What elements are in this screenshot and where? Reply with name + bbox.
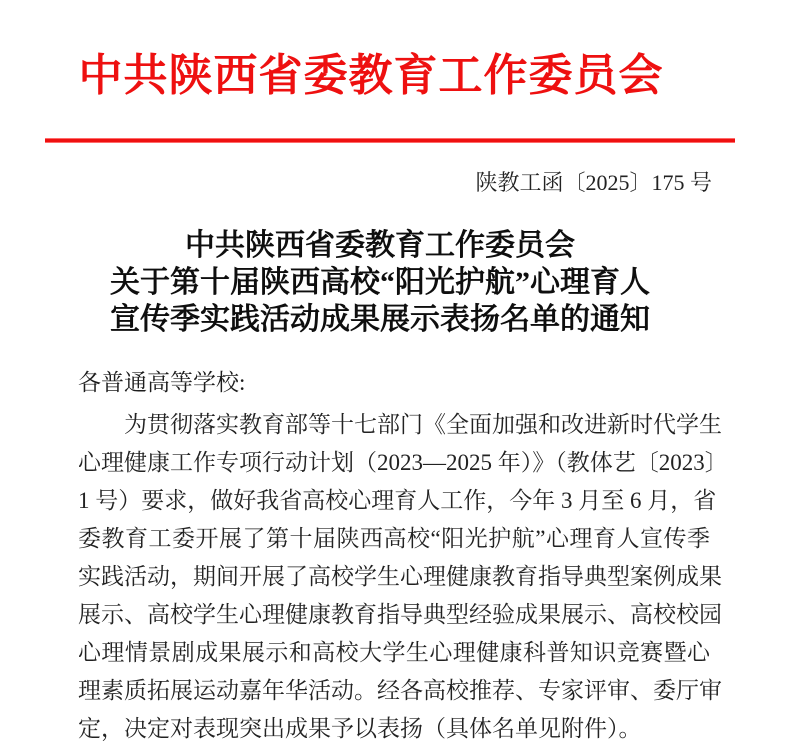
body-line: 展示、高校学生心理健康教育指导典型经验成果展示、高校校园 — [78, 602, 722, 627]
salutation: 各普通高等学校: — [78, 370, 246, 395]
body-line: 心理情景剧成果展示和高校大学生心理健康科普知识竞赛暨心 — [78, 640, 710, 665]
red-divider-line — [45, 138, 735, 143]
document-title-line-3: 宣传季实践活动成果展示表扬名单的通知 — [110, 303, 650, 336]
document-reference-number: 陕教工函〔2025〕175 号 — [475, 170, 712, 195]
body-paragraph — [78, 406, 728, 745]
body-line: 心理健康工作专项行动计划（2023—2025 年）》（教体艺〔2023〕 — [78, 450, 728, 475]
body-line: 定，决定对表现突出成果予以表扬（具体名单见附件）。 — [78, 716, 642, 741]
body-line: 1 号）要求，做好我省高校心理育人工作，今年 3 月至 6 月，省 — [78, 488, 717, 513]
letterhead-org-name: 中共陕西省委教育工作委员会 — [78, 51, 664, 100]
body-line: 理素质拓展运动嘉年华活动。经各高校推荐、专家评审、委厅审 — [78, 678, 722, 703]
body-line: 实践活动，期间开展了高校学生心理健康教育指导典型案例成果 — [78, 564, 722, 589]
body-line: 为贯彻落实教育部等十七部门《全面加强和改进新时代学生 — [124, 412, 722, 437]
document-title — [0, 227, 786, 338]
document-title-line-2: 关于第十届陕西高校“阳光护航”心理育人 — [110, 266, 650, 299]
document-title-line-1: 中共陕西省委教育工作委员会 — [185, 229, 575, 262]
body-line: 委教育工委开展了第十届陕西高校“阳光护航”心理育人宣传季 — [78, 526, 710, 551]
